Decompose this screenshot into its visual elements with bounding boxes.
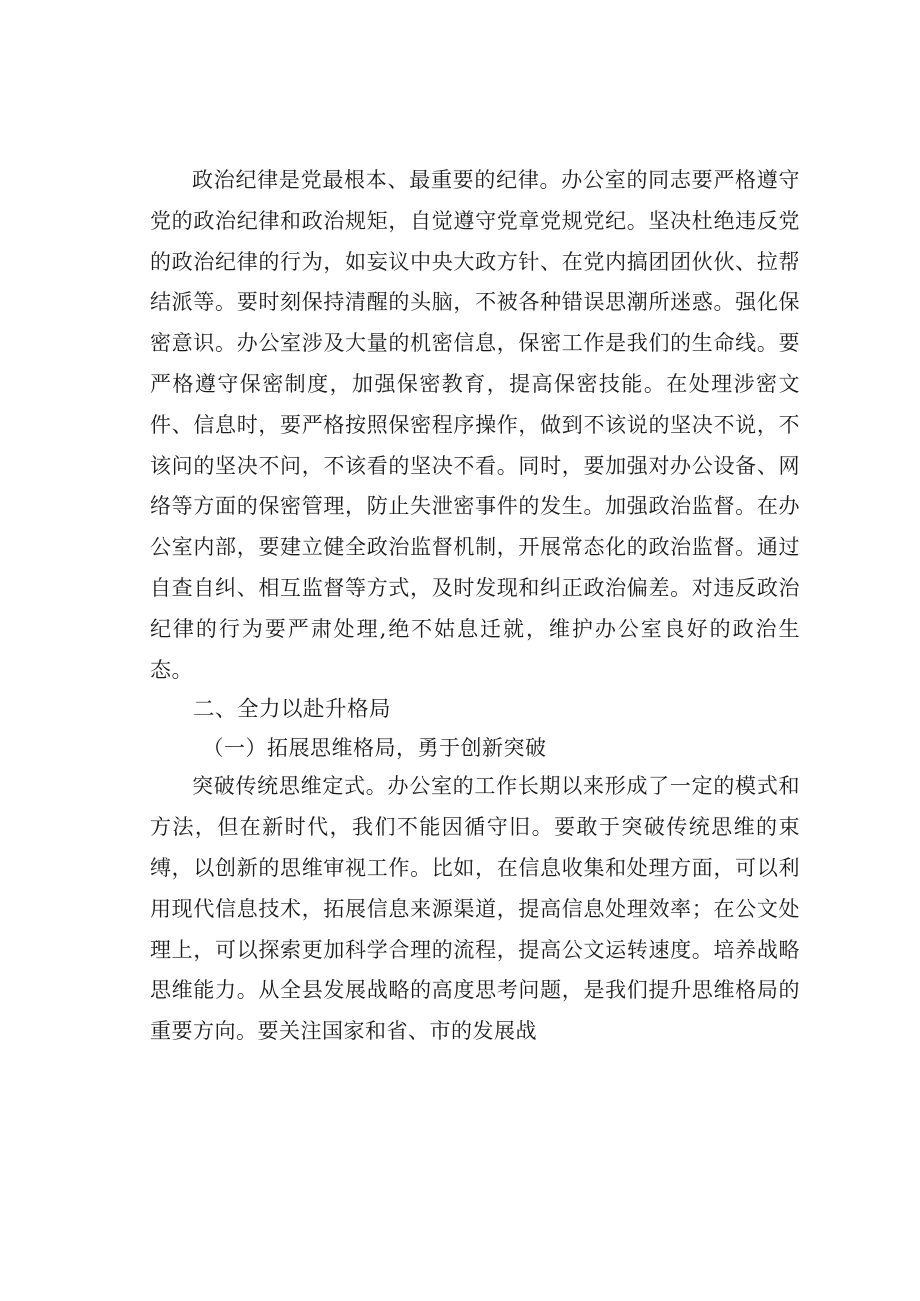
document-page [150, 160, 800, 1052]
subsection-heading-2-1: （一）拓展思维格局，勇于创新突破 [202, 736, 547, 761]
section-heading-2: 二、全力以赴升格局 [193, 697, 392, 723]
body-paragraph-political-discipline: 政治纪律是党最根本、最重要的纪律。办公室的同志要严格遵守党的政治纪律和政治规矩，自觉遵守党章党规党纪。坚决杜绝违反党的政治纪律的行为，如妄议中央大政方针、在党内搞团团伙伙、拉帮结派等。要时刻保持清醒的头脑，不被各种错误思潮所迷惑。强化保密意识。办公室涉及大量的机密信息，保密工作是我们的生命线。要严格遵守保密制度，加强保密教育，提高保密技能。在处理涉密文件、信息时，要严格按照保密程序操作，做到不该说的坚决不说，不该问的坚决不问，不该看的坚决不看。同时，要加强对办公设备、网络等方面的保密管理，防止失泄密事件的发生。加强政治监督。在办公室内部，要建立健全政治监督机制，开展常态化的政治监督。通过自查自纠、相互监督等方式，及时发现和纠正政治偏差。对违反政治纪律的行为要严肃处理,绝不姑息迁就，维护办公室良好的政治生态。 [150, 168, 800, 682]
body-paragraph-break-thinking: 突破传统思维定式。办公室的工作长期以来形成了一定的模式和方法，但在新时代，我们不能因循守旧。要敢于突破传统思维的束缚，以创新的思维审视工作。比如，在信息收集和处理方面，可以利用现代信息技术，拓展信息来源渠道，提高信息处理效率；在公文处理上，可以探索更加科学合理的流程，提高公文运转速度。培养战略思维能力。从全县发展战略的高度思考问题，是我们提升思维格局的重要方向。要关注国家和省、市的发展战 [150, 774, 800, 1044]
